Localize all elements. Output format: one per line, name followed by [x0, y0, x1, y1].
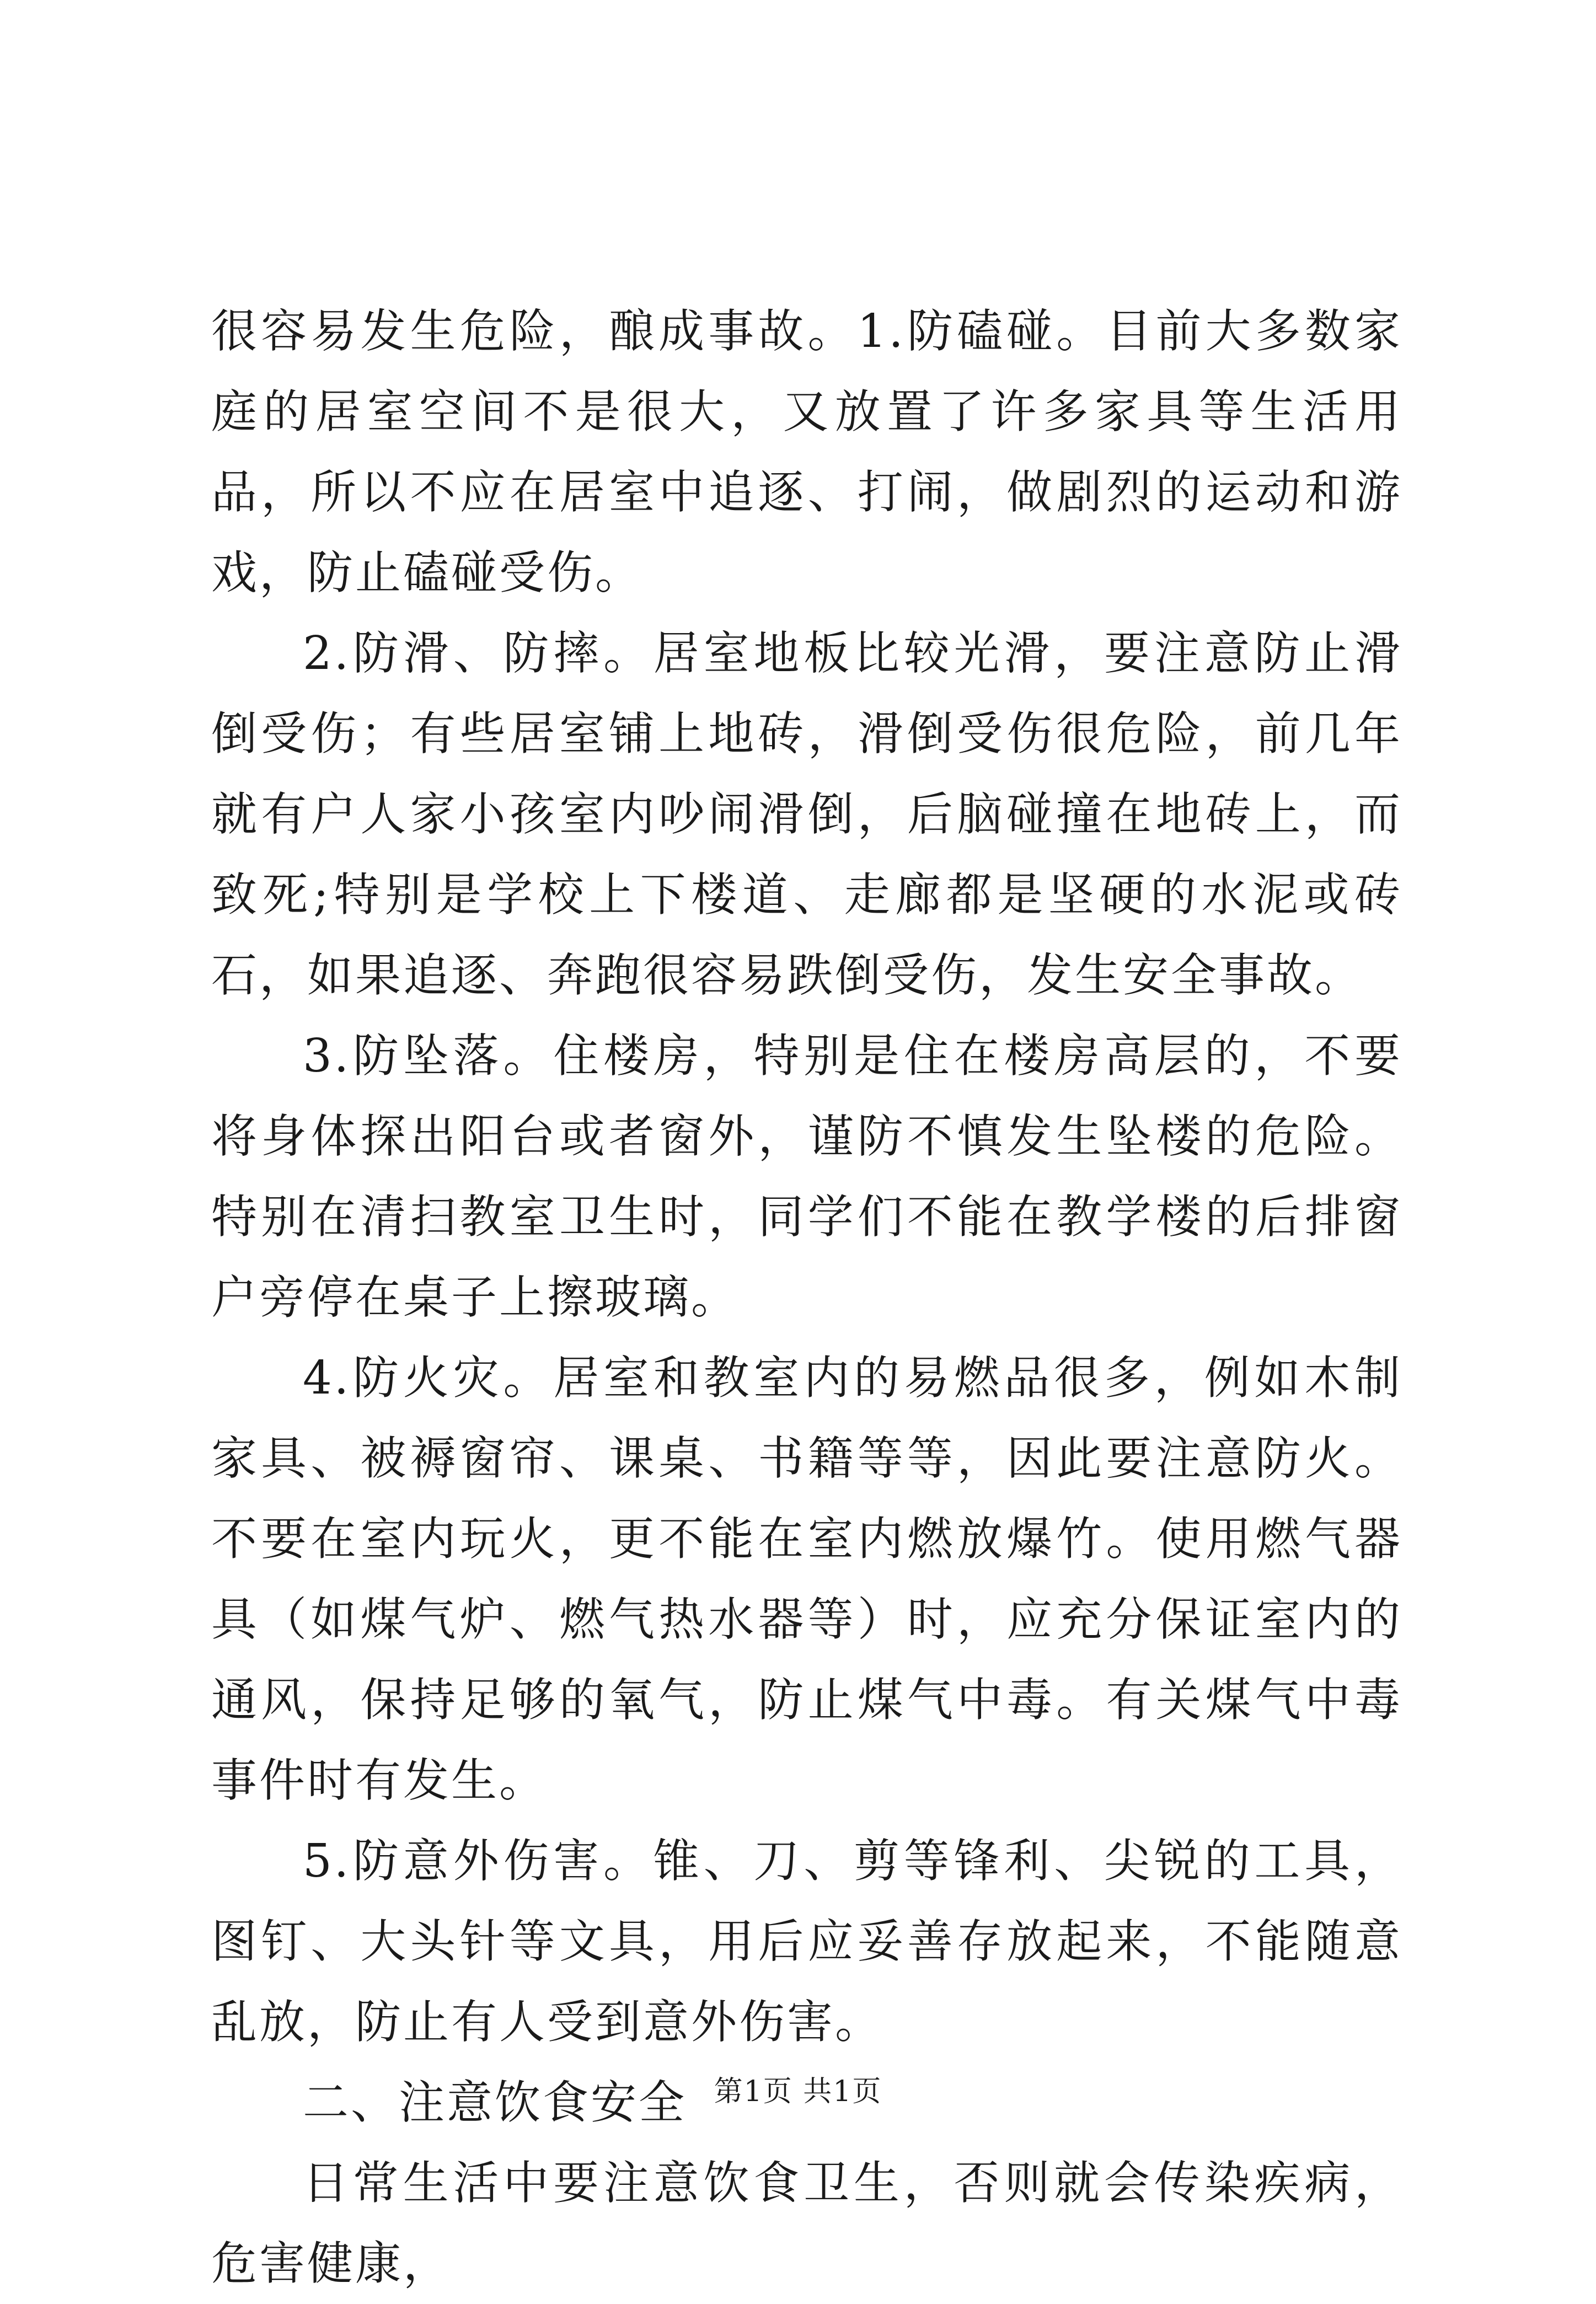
paragraph: 很容易发生危险，酿成事故。1.防磕碰。目前大多数家庭的居室空间不是很大，又放置了许多家具等生活用品，所以不应在居室中追逐、打闹，做剧烈的运动和游戏，防止磕碰受伤。 — [211, 304, 1402, 599]
section-heading: 二、注意饮食安全 — [303, 2076, 687, 2129]
paragraph: 3.防坠落。住楼房，特别是住在楼房高层的，不要将身体探出阳台或者窗外，谨防不慎发生坠楼的危险。特别在清扫教室卫生时，同学们不能在教学楼的后排窗户旁停在桌子上擦玻璃。 — [211, 1029, 1402, 1324]
paragraph: 2.防滑、防摔。居室地板比较光滑，要注意防止滑倒受伤；有些居室铺上地砖，滑倒受伤很危险，前几年就有户人家小孩室内吵闹滑倒，后脑碰撞在地砖上，而致死;特别是学校上下楼道、走廊都是坚硬的水泥或砖石，如果追逐、奔跑很容易跌倒受伤，发生安全事故。 — [211, 626, 1402, 1002]
paragraph: 4.防火灾。居室和教室内的易燃品很多，例如木制家具、被褥窗帘、课桌、书籍等等，因此要注意防火。不要在室内玩火，更不能在室内燃放爆竹。使用燃气器具（如煤气炉、燃气热水器等）时，应充分保证室内的通风，保持足够的氧气，防止煤气中毒。有关煤气中毒事件时有发生。 — [211, 1351, 1402, 1807]
paragraph: 日常生活中要注意饮食卫生，否则就会传染疾病，危害健康， — [211, 2156, 1402, 2290]
body-text — [211, 291, 1402, 2304]
paragraph: 5.防意外伤害。锥、刀、剪等锋利、尖锐的工具，图钉、大头针等文具，用后应妥善存放起来，不能随意乱放，防止有人受到意外伤害。 — [211, 1834, 1402, 2049]
page-footer: 第1页 共1页 — [714, 2075, 882, 2108]
